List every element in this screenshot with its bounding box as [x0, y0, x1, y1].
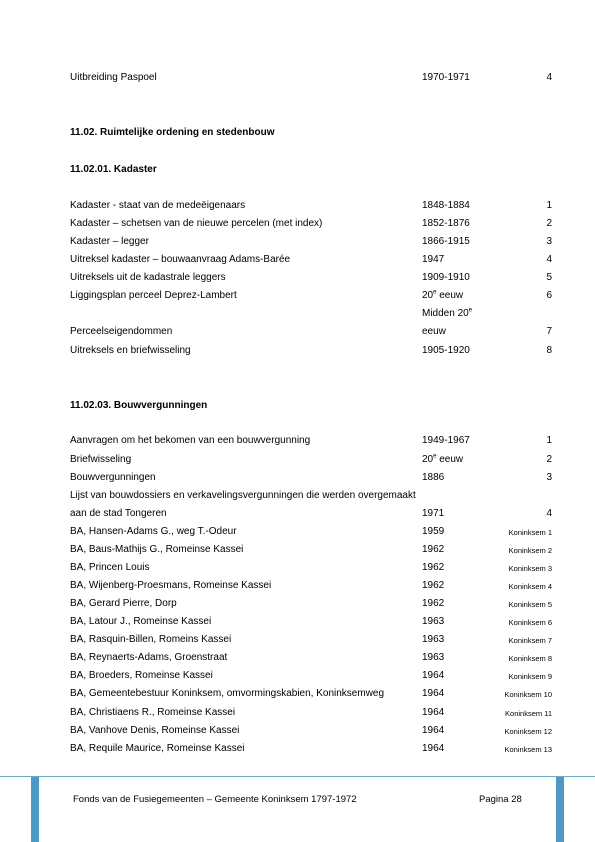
- item-title: Uitreksels uit de kadastrale leggers: [70, 272, 226, 283]
- list-item: [70, 344, 552, 358]
- item-date: 1964: [422, 688, 445, 699]
- item-date: 1909-1910: [422, 272, 470, 283]
- item-number: 3: [546, 472, 552, 483]
- item-number: 1: [546, 200, 552, 211]
- item-title: BA, Gemeentebestuur Koninksem, omvormingskabien, Koninksemweg: [70, 688, 385, 699]
- list-item: [70, 687, 552, 701]
- footer-text: Fonds van de Fusiegemeenten – Gemeente Koninksem 1797-1972: [73, 794, 357, 805]
- item-date: 1962: [422, 598, 445, 609]
- item-number: Koninksem 12: [504, 727, 552, 736]
- item-number: Koninksem 5: [508, 600, 552, 609]
- item-number: Koninksem 8: [508, 654, 552, 663]
- item-date: 1962: [422, 544, 445, 555]
- item-date: 1970-1971: [422, 72, 470, 83]
- item-number: Koninksem 9: [508, 672, 552, 681]
- item-date: Midden 20e: [422, 307, 473, 319]
- list-item: [70, 217, 552, 231]
- item-number: Koninksem 7: [508, 636, 552, 645]
- item-date: 1962: [422, 562, 445, 573]
- item-date: eeuw: [422, 326, 446, 337]
- item-number: Koninksem 4: [508, 582, 552, 591]
- item-date: 1963: [422, 634, 445, 645]
- item-title: Bouwvergunningen: [70, 472, 156, 483]
- list-item: [70, 633, 552, 647]
- list-item: [70, 615, 552, 629]
- item-number: 4: [546, 508, 552, 519]
- item-date: 1964: [422, 743, 445, 754]
- list-item: [70, 742, 552, 756]
- list-item: [70, 71, 552, 85]
- item-title: BA, Princen Louis: [70, 562, 150, 573]
- footer-accent-bar-left: [31, 777, 39, 842]
- item-number: 3: [546, 236, 552, 247]
- item-title: Briefwisseling: [70, 454, 132, 465]
- item-number: Koninksem 6: [508, 618, 552, 627]
- item-number: 4: [546, 254, 552, 265]
- list-item: [70, 651, 552, 665]
- list-item: [70, 669, 552, 683]
- list-item: [70, 325, 552, 339]
- item-number: Koninksem 10: [504, 690, 552, 699]
- list-item: [70, 471, 552, 485]
- item-date: 1963: [422, 652, 445, 663]
- item-title: Kadaster - staat van de medeëigenaars: [70, 200, 246, 211]
- list-item: [70, 434, 552, 448]
- list-item: [70, 271, 552, 285]
- list-item: [70, 289, 552, 303]
- item-title: Kadaster – legger: [70, 236, 149, 247]
- item-title: Perceelseigendommen: [70, 326, 173, 337]
- item-title: Uitbreiding Paspoel: [70, 72, 157, 83]
- item-title: Lijst van bouwdossiers en verkavelingsvergunningen die werden overgemaakt: [70, 490, 416, 501]
- item-date: 1905-1920: [422, 345, 470, 356]
- item-date: 20e eeuw: [422, 289, 464, 301]
- item-title: Aanvragen om het bekomen van een bouwvergunning: [70, 435, 311, 446]
- item-date: 1971: [422, 508, 445, 519]
- item-title: BA, Baus-Mathijs G., Romeinse Kassei: [70, 544, 244, 555]
- list-item: [70, 253, 552, 267]
- item-number: 6: [546, 290, 552, 301]
- item-title: BA, Gerard Pierre, Dorp: [70, 598, 177, 609]
- item-date: 1852-1876: [422, 218, 470, 229]
- list-item: [70, 507, 552, 521]
- item-number: 8: [546, 345, 552, 356]
- item-number: 5: [546, 272, 552, 283]
- item-title: BA, Vanhove Denis, Romeinse Kassei: [70, 725, 240, 736]
- item-number: 1: [546, 435, 552, 446]
- footer-accent-bar-right: [556, 777, 564, 842]
- item-number: Koninksem 1: [508, 528, 552, 537]
- item-number: Koninksem 2: [508, 546, 552, 555]
- item-date: 1947: [422, 254, 445, 265]
- item-title: BA, Requile Maurice, Romeinse Kassei: [70, 743, 245, 754]
- list-item: [70, 561, 552, 575]
- item-date: 1964: [422, 670, 445, 681]
- item-number: 2: [546, 454, 552, 465]
- item-title: aan de stad Tongeren: [70, 508, 167, 519]
- page-number: Pagina 28: [479, 794, 522, 805]
- item-date: 1959: [422, 526, 445, 537]
- list-item: [70, 543, 552, 557]
- item-number: Koninksem 13: [504, 745, 552, 754]
- item-date: 1963: [422, 616, 445, 627]
- list-item: [70, 706, 552, 720]
- item-title: BA, Latour J., Romeinse Kassei: [70, 616, 212, 627]
- item-number: 7: [546, 326, 552, 337]
- item-title: Uitreksel kadaster – bouwaanvraag Adams-Barée: [70, 254, 291, 265]
- item-number: 2: [546, 218, 552, 229]
- list-item: [70, 724, 552, 738]
- item-title: BA, Hansen-Adams G., weg T.-Odeur: [70, 526, 237, 537]
- item-date: 1949-1967: [422, 435, 470, 446]
- item-date: 1964: [422, 707, 445, 718]
- item-date: 1848-1884: [422, 200, 470, 211]
- item-title: Uitreksels en briefwisseling: [70, 345, 191, 356]
- list-item: [70, 597, 552, 611]
- list-item: [70, 525, 552, 539]
- item-title: BA, Broeders, Romeinse Kassei: [70, 670, 213, 681]
- section-heading: 11.02. Ruimtelijke ordening en stedenbouw: [70, 127, 275, 138]
- item-number: 4: [546, 72, 552, 83]
- item-title: BA, Rasquin-Billen, Romeins Kassei: [70, 634, 232, 645]
- item-number: Koninksem 3: [508, 564, 552, 573]
- item-title: BA, Wijenberg-Proesmans, Romeinse Kassei: [70, 580, 272, 591]
- item-title: Kadaster – schetsen van de nieuwe percelen (met index): [70, 218, 323, 229]
- item-title: Liggingsplan perceel Deprez-Lambert: [70, 290, 237, 301]
- subsection-heading: 11.02.01. Kadaster: [70, 164, 157, 175]
- item-date: 1866-1915: [422, 236, 470, 247]
- subsection-heading: 11.02.03. Bouwvergunningen: [70, 400, 208, 411]
- list-item-date-line: [70, 307, 552, 321]
- list-item: [70, 453, 552, 467]
- item-title: BA, Christiaens R., Romeinse Kassei: [70, 707, 236, 718]
- item-title: BA, Reynaerts-Adams, Groenstraat: [70, 652, 228, 663]
- item-date: 1886: [422, 472, 445, 483]
- list-item: [70, 579, 552, 593]
- list-item: [70, 199, 552, 213]
- footer-divider: [0, 776, 595, 777]
- item-date: 1964: [422, 725, 445, 736]
- item-date: 20e eeuw: [422, 453, 464, 465]
- list-item-title-line: [70, 489, 552, 503]
- item-number: Koninksem 11: [505, 709, 552, 718]
- item-date: 1962: [422, 580, 445, 591]
- list-item: [70, 235, 552, 249]
